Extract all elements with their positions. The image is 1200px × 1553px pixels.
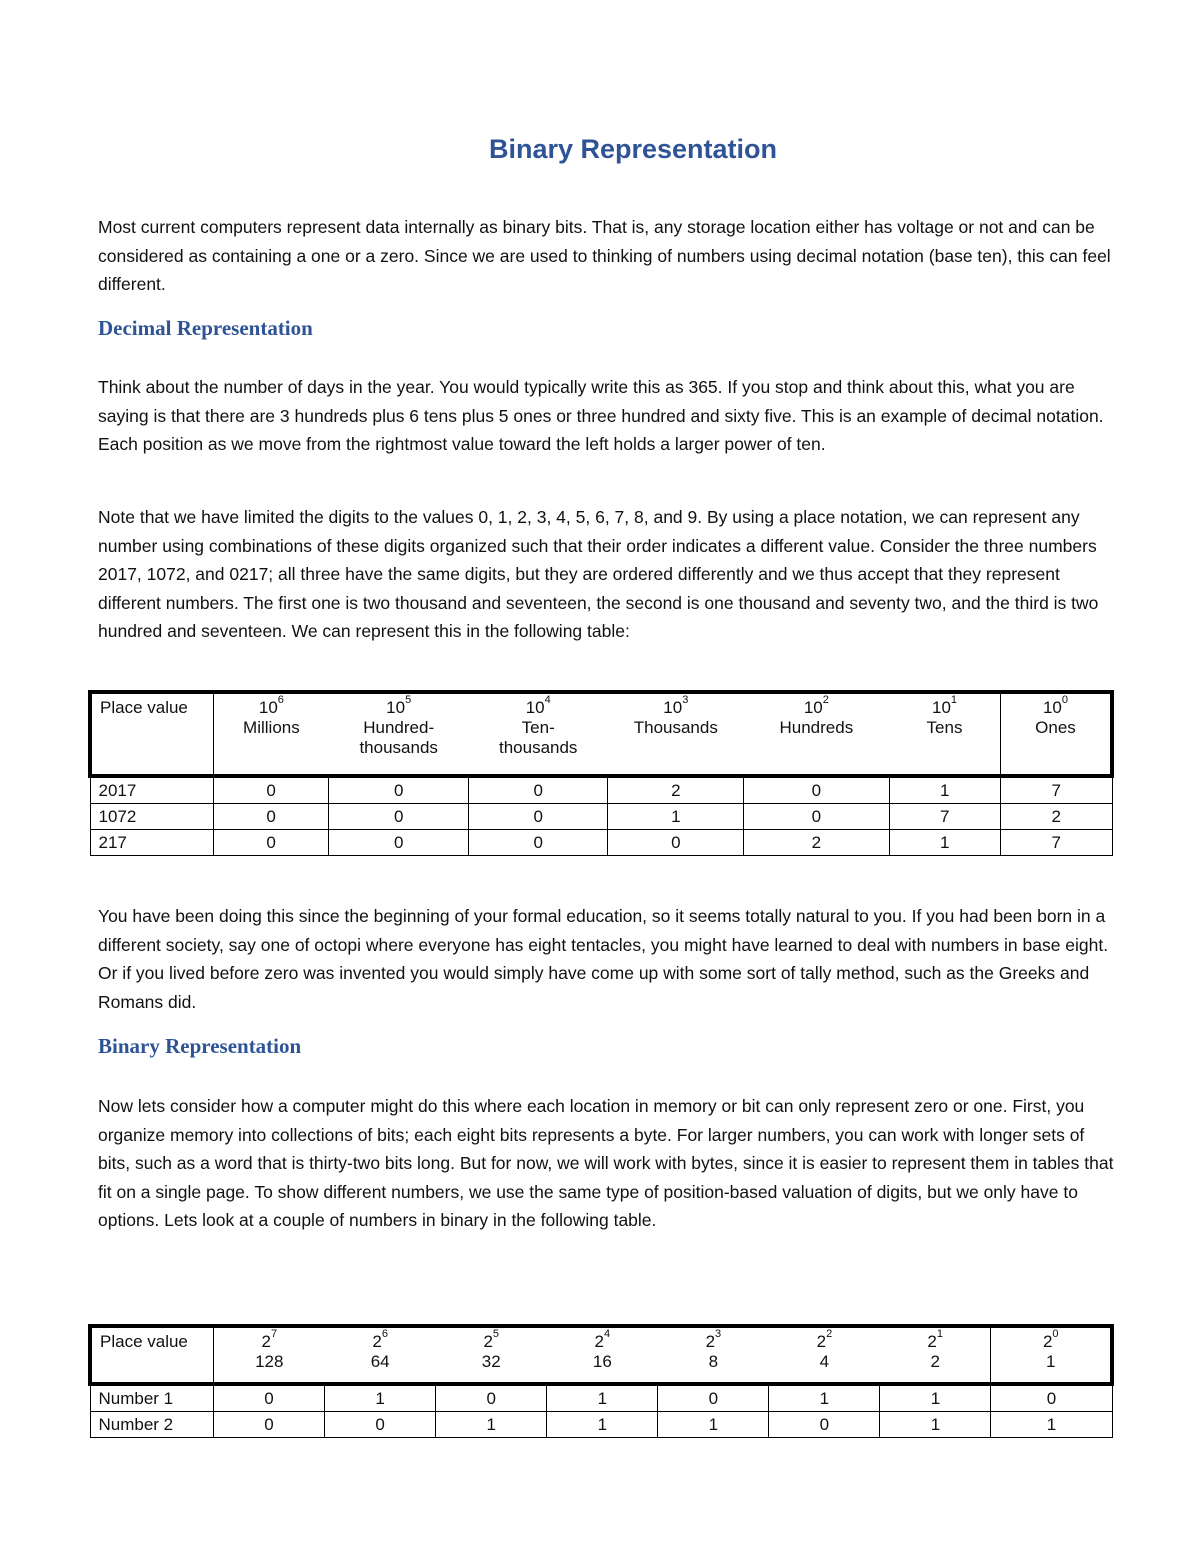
place-name-line-1: Hundred- — [363, 718, 435, 737]
table-cell: 0 — [468, 830, 608, 856]
place-base: 2 — [372, 1332, 382, 1351]
place-name-line-1: Ten- — [521, 718, 555, 737]
place-value-number: 128 — [255, 1352, 284, 1371]
binary-column-header — [547, 1326, 658, 1384]
table-cell: 0 — [468, 804, 608, 830]
place-base: 10 — [386, 698, 406, 717]
table-cell: 0 — [329, 776, 469, 804]
table-cell: 1 — [608, 804, 744, 830]
decimal-column-header — [889, 692, 1000, 776]
row-label: 217 — [90, 830, 213, 856]
binary-column-header — [213, 1326, 324, 1384]
decimal-column-header — [329, 692, 469, 776]
table-row — [90, 1384, 1112, 1412]
place-value-number: 2 — [930, 1352, 940, 1371]
row-label: Number 1 — [90, 1384, 213, 1412]
place-base: 2 — [261, 1332, 271, 1351]
place-base: 2 — [816, 1332, 827, 1351]
place-base: 10 — [525, 698, 545, 717]
table-cell: 2 — [1000, 804, 1112, 830]
binary-place-value-table — [88, 1324, 1114, 1438]
place-exponent: 4 — [603, 1328, 611, 1340]
table-cell: 0 — [213, 804, 329, 830]
place-name-line-1: Thousands — [633, 718, 718, 737]
table-cell: 1 — [658, 1412, 769, 1438]
table-row — [90, 804, 1112, 830]
place-name-line-1: Tens — [926, 718, 963, 737]
decimal-column-header — [608, 692, 744, 776]
place-base: 10 — [663, 698, 683, 717]
decimal-table-corner: Place value — [90, 692, 213, 776]
table-cell: 1 — [889, 776, 1000, 804]
table-cell: 1 — [436, 1412, 547, 1438]
decimal-column-header — [1000, 692, 1112, 776]
binary-column-header — [991, 1326, 1112, 1384]
binary-column-header — [769, 1326, 880, 1384]
table-cell: 1 — [991, 1412, 1112, 1438]
place-exponent: 5 — [492, 1328, 500, 1340]
page-title: Binary Representation — [488, 134, 778, 164]
place-exponent: 5 — [405, 694, 412, 706]
table-cell: 0 — [744, 804, 889, 830]
row-label: 2017 — [90, 776, 213, 804]
place-base: 2 — [594, 1332, 604, 1351]
place-name-line-1: Millions — [243, 718, 300, 737]
table-row — [90, 1412, 1112, 1438]
decimal-paragraph-1: Think about the number of days in the year. You would typically write this as 365. If you stop and think about this, what you are saying is that there are 3 hundreds plus 6 tens plus 5 ones or three hundred and sixty five. This is an example of decimal notation. Each position as we move from the rightmost value toward the left holds a larger power of ten. — [98, 377, 1104, 454]
table-cell: 1 — [547, 1412, 658, 1438]
table-cell: 0 — [744, 776, 889, 804]
place-value-number: 4 — [819, 1352, 830, 1371]
table-cell: 7 — [1000, 776, 1112, 804]
binary-table-header-row — [90, 1326, 1112, 1384]
place-value-number: 16 — [592, 1352, 612, 1371]
place-exponent: 4 — [544, 694, 551, 706]
place-name-line-1: Ones — [1035, 718, 1076, 737]
decimal-place-value-table — [88, 690, 1114, 856]
place-exponent: 1 — [950, 694, 958, 706]
place-base: 10 — [258, 698, 278, 717]
table-cell: 0 — [213, 830, 329, 856]
place-name-line-2: thousands — [359, 738, 438, 757]
place-exponent: 2 — [826, 1328, 833, 1340]
table-cell: 2 — [744, 830, 889, 856]
binary-column-header — [325, 1326, 436, 1384]
table-cell: 1 — [547, 1384, 658, 1412]
table-cell: 0 — [468, 776, 608, 804]
place-base: 10 — [803, 698, 823, 717]
table-cell: 1 — [325, 1384, 436, 1412]
place-value-number: 32 — [481, 1352, 501, 1371]
table-cell: 0 — [608, 830, 744, 856]
table-cell: 0 — [769, 1412, 880, 1438]
binary-column-header — [658, 1326, 769, 1384]
row-label: 1072 — [90, 804, 213, 830]
table-row — [90, 830, 1112, 856]
place-exponent: 7 — [270, 1328, 278, 1340]
place-value-number: 1 — [1046, 1352, 1056, 1371]
place-base: 10 — [931, 698, 951, 717]
place-name-line-1: Hundreds — [779, 718, 854, 737]
place-exponent: 6 — [277, 694, 284, 706]
place-exponent: 6 — [381, 1328, 388, 1340]
table-row — [90, 776, 1112, 804]
place-exponent: 0 — [1061, 694, 1068, 706]
decimal-paragraph-3: You have been doing this since the beginning of your formal education, so it seems totally natural to you. If you had been born in a different society, say one of octopi where everyone has eight tentacles, you might have learned to deal with numbers in base eight. Or if you lived before zero was invented you would simply have come up with some sort of tally method, such as the Greeks and Romans did. — [98, 906, 1109, 1012]
place-exponent: 3 — [682, 694, 689, 706]
place-base: 2 — [705, 1332, 716, 1351]
table-cell: 7 — [889, 804, 1000, 830]
decimal-table-header-row — [90, 692, 1112, 776]
table-cell: 0 — [991, 1384, 1112, 1412]
binary-table-corner: Place value — [90, 1326, 213, 1384]
table-cell: 2 — [608, 776, 744, 804]
decimal-column-header — [468, 692, 608, 776]
table-cell: 0 — [213, 1384, 324, 1412]
intro-paragraph: Most current computers represent data internally as binary bits. That is, any storage location either has voltage or not and can be considered as containing a one or a zero. Since we are used to thinking of numbers using decimal notation (base ten), this can feel different. — [98, 217, 1111, 294]
table-cell: 1 — [769, 1384, 880, 1412]
place-exponent: 0 — [1052, 1328, 1059, 1340]
row-label: Number 2 — [90, 1412, 213, 1438]
place-exponent: 3 — [715, 1328, 722, 1340]
place-value-number: 8 — [708, 1352, 719, 1371]
table-cell: 1 — [880, 1412, 991, 1438]
binary-paragraph-1: Now lets consider how a computer might do this where each location in memory or bit can only represent zero or one. First, you organize memory into collections of bits; each eight bits represents a byte. For larger numbers, you can work with longer sets of bits, such as a word that is thirty-two bits long. But for now, we will work with bytes, since it is easier to represent them in tables that fit on a single page. To show different numbers, we use the same type of position-based valuation of digits, but we only have to options. Lets look at a couple of numbers in binary in the following table. — [98, 1096, 1114, 1230]
place-base: 2 — [1042, 1332, 1053, 1351]
decimal-paragraph-2: Note that we have limited the digits to the values 0, 1, 2, 3, 4, 5, 6, 7, 8, and 9. By using a place notation, we can represent any number using combinations of these digits organized such that their order indicates a different value. Consider the three numbers 2017, 1072, and 0217; all three have the same digits, but they are ordered differently and we thus accept that they represent different numbers. The first one is two thousand and seventeen, the second is one thousand and seventy two, and the third is two hundred and seventeen. We can represent this in the following table: — [98, 507, 1099, 641]
place-base: 10 — [1042, 698, 1062, 717]
decimal-column-header — [744, 692, 889, 776]
table-cell: 0 — [213, 1412, 324, 1438]
decimal-heading: Decimal Representation — [98, 316, 313, 340]
decimal-column-header — [213, 692, 329, 776]
table-cell: 1 — [889, 830, 1000, 856]
table-cell: 0 — [213, 776, 329, 804]
place-base: 2 — [483, 1332, 493, 1351]
binary-column-header — [436, 1326, 547, 1384]
binary-column-header — [880, 1326, 991, 1384]
place-value-number: 64 — [370, 1352, 390, 1371]
table-cell: 0 — [329, 804, 469, 830]
table-cell: 0 — [658, 1384, 769, 1412]
table-cell: 0 — [436, 1384, 547, 1412]
table-cell: 0 — [325, 1412, 436, 1438]
place-exponent: 2 — [822, 694, 829, 706]
place-name-line-2: thousands — [498, 738, 578, 757]
binary-heading: Binary Representation — [98, 1034, 302, 1058]
place-exponent: 1 — [936, 1328, 943, 1340]
place-base: 2 — [927, 1332, 937, 1351]
table-cell: 1 — [880, 1384, 991, 1412]
table-cell: 0 — [329, 830, 469, 856]
table-cell: 7 — [1000, 830, 1112, 856]
